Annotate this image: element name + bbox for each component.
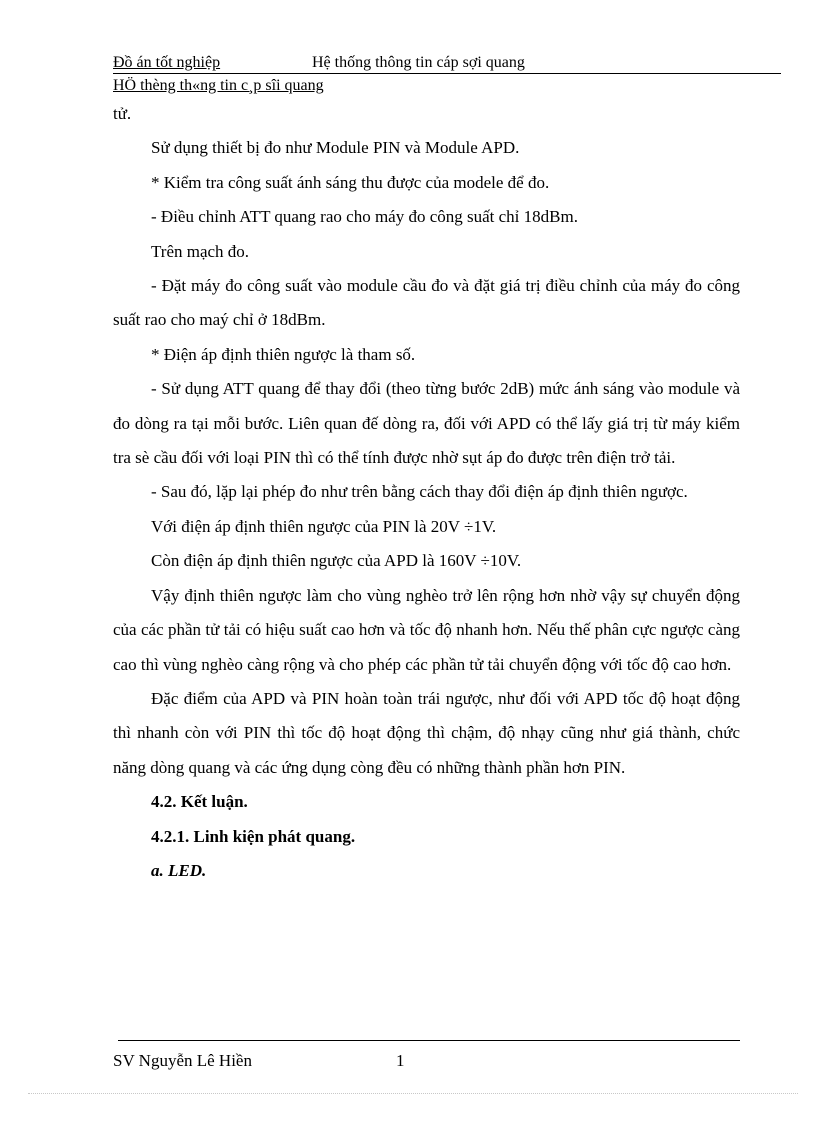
- paragraph-7: * Điện áp định thiên ngược là tham số.: [151, 344, 416, 364]
- paragraph-5: Trên mạch đo.: [151, 241, 250, 261]
- paragraph-9: - Sau đó, lặp lại phép đo như trên bằng cách thay đổi điện áp định thiên ngược.: [151, 482, 688, 502]
- paragraph-11: Còn điện áp định thiên ngược của APD là 160V ÷10V.: [151, 551, 522, 571]
- paragraph-1: tử.: [113, 104, 132, 123]
- subsection-heading: 4.2.1. Linh kiện phát quang.: [151, 826, 356, 846]
- paragraph-8: - Sử dụng ATT quang để thay đổi (theo từng bước 2dB) mức ánh sáng vào module và đo dòng ra tại mỗi bước. Liên quan đế dòng ra, đối với APD có thể lấy giá trị từ máy kiểm tra sè cầu đối với loại PIN thì có thể tính được nhờ sụt áp đo được trên điện trở tải.: [113, 379, 740, 468]
- header-doc-type: Đồ án tốt nghiệp: [113, 54, 221, 71]
- paragraph-12: Vậy định thiên ngược làm cho vùng nghèo trở lên rộng hơn nhờ vậy sự chuyển động của các phần tử tải có hiệu suất cao hơn và tốc độ nhanh hơn. Nếu thế phân cực ngược càng cao thì vùng nghèo càng rộng và cho phép các phần tử tải chuyển động với tốc độ cao hơn.: [113, 585, 740, 674]
- paragraph-3: * Kiểm tra công suất ánh sáng thu được của modele để đo.: [151, 172, 550, 192]
- footer-divider: [118, 1040, 740, 1041]
- page-boundary: [28, 1093, 798, 1094]
- running-header: [113, 53, 781, 74]
- paragraph-13: Đặc điểm của APD và PIN hoàn toàn trái ngược, như đối với APD tốc độ hoạt động thì nhanh còn với PIN thì tốc độ hoạt động thì chậm, độ nhạy cũng như giá thành, chức năng dòng quang và các ứng dụng còng đều có những thành phần hơn PIN.: [113, 688, 740, 777]
- header-garbled-title: HÖ thèng th«ng tin c¸p sîi quang: [113, 77, 324, 94]
- footer-author: SV Nguyễn Lê Hiền: [113, 1051, 252, 1070]
- paragraph-6: - Đặt máy đo công suất vào module cầu đo và đặt giá trị điều chỉnh của máy đo công suất rao cho maý chỉ ở 18dBm.: [113, 276, 740, 330]
- header-doc-title: Hệ thống thông tin cáp sợi quang: [312, 54, 525, 71]
- paragraph-2: Sử dụng thiết bị đo như Module PIN và Module APD.: [151, 138, 520, 158]
- document-body: [113, 97, 740, 888]
- page-number: 1: [396, 1051, 405, 1070]
- paragraph-4: - Điều chỉnh ATT quang rao cho máy đo công suất chỉ 18dBm.: [151, 207, 578, 227]
- section-heading: 4.2. Kết luận.: [151, 792, 248, 812]
- paragraph-10: Với điện áp định thiên ngược của PIN là 20V ÷1V.: [151, 516, 497, 536]
- item-heading: a. LED.: [151, 860, 207, 880]
